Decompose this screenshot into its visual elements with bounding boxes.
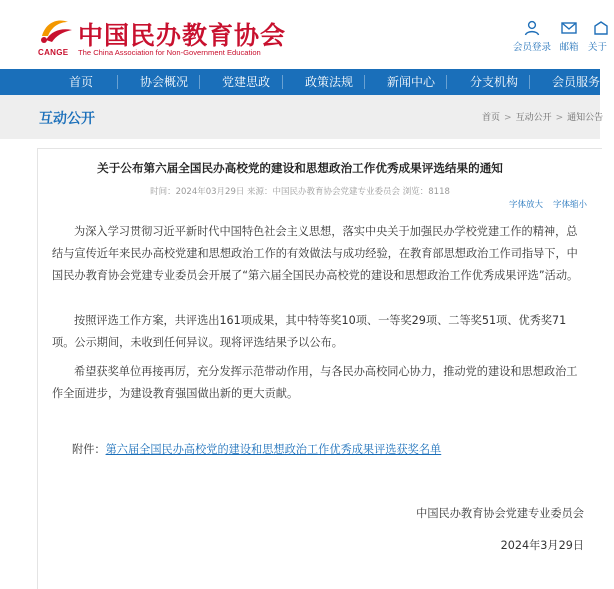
paragraph-text: 为深入学习贯彻习近平新时代中国特色社会主义思想，落实中央关于加强民办学校党建工作的精神，总结与宣传近年来民办高校党建和思想政治工作的有效做法与成功经验，在教育部思想政治工作司指导下，中国民办教育协会党建专业委员会开展了“第六届全国民办高校党的建设和思想政治工作优秀成果评选”活动。 <box>52 225 579 282</box>
logo-emblem-icon <box>38 16 74 44</box>
breadcrumb-interactive[interactable]: 互动公开 <box>515 113 552 123</box>
article-paragraph <box>52 221 587 287</box>
nav-item-news[interactable]: 新闻中心 <box>387 75 436 89</box>
user-icon <box>524 20 540 36</box>
about-icon <box>593 20 609 36</box>
mail-icon <box>561 20 577 36</box>
nav-item-home[interactable]: 首页 <box>69 75 94 89</box>
breadcrumb-notices[interactable]: 通知公告 <box>567 113 604 123</box>
font-decrease-button[interactable]: 字体缩小 <box>553 200 588 210</box>
member-login-label: 会员登录 <box>512 42 551 53</box>
article-title: 关于公布第六届全国民办高校党的建设和思想政治工作优秀成果评选结果的通知 <box>97 161 503 175</box>
nav-divider <box>364 75 365 89</box>
attachment-label: 附件： <box>72 443 106 456</box>
about-link[interactable] <box>588 20 614 53</box>
member-login-link[interactable] <box>512 20 552 53</box>
main-nav <box>0 69 600 95</box>
nav-item-branches[interactable]: 分支机构 <box>470 75 519 89</box>
site-logo[interactable] <box>38 14 287 60</box>
site-header <box>0 0 608 70</box>
section-title: 互动公开 <box>39 111 95 127</box>
breadcrumb <box>482 110 603 123</box>
breadcrumb-home[interactable]: 首页 <box>482 113 501 123</box>
article-paragraph <box>52 310 587 354</box>
breadcrumb-separator: > <box>555 113 564 123</box>
about-label: 关于 <box>588 42 608 53</box>
article-paragraph <box>52 361 587 405</box>
paragraph-text: 希望获奖单位再接再厉，充分发挥示范带动作用，与各民办高校同心协力，推动党的建设和思想政治工作全面进步，为建设教育强国做出新的更大贡献。 <box>52 365 578 400</box>
attachment-row <box>72 441 441 457</box>
nav-divider <box>282 75 283 89</box>
article-signature: 中国民办教育协会党建专业委员会 <box>416 507 584 520</box>
nav-divider <box>199 75 200 89</box>
nav-divider <box>446 75 447 89</box>
nav-item-member-services[interactable]: 会员服务 <box>552 75 601 89</box>
attachment-link[interactable]: 第六届全国民办高校党的建设和思想政治工作优秀成果评选获奖名单 <box>105 443 442 456</box>
nav-item-party-building[interactable]: 党建思政 <box>222 75 271 89</box>
article-date: 2024年3月29日 <box>500 539 584 552</box>
mailbox-label: 邮箱 <box>559 42 579 53</box>
font-increase-button[interactable]: 字体放大 <box>509 200 544 210</box>
breadcrumb-separator: > <box>504 113 512 123</box>
article-meta: 时间：2024年03月29日 来源：中国民办教育协会党建专业委员会 浏览：8118 <box>150 187 450 197</box>
logo-english-name: The China Association for Non-Government Education <box>78 48 261 57</box>
nav-item-about[interactable]: 协会概况 <box>140 75 189 89</box>
logo-chinese-name: 中国民办教育协会 <box>78 21 287 50</box>
mailbox-link[interactable] <box>556 20 582 53</box>
logo-abbreviation: CANGE <box>38 48 69 57</box>
paragraph-text: 按照评选工作方案，共评选出161项成果，其中特等奖10项、一等奖29项、二等奖51项、优秀奖71项。公示期间，未收到任何异议。现将评选结果予以公布。 <box>52 314 567 349</box>
nav-divider <box>117 75 118 89</box>
nav-divider <box>529 75 530 89</box>
nav-item-policies[interactable]: 政策法规 <box>305 75 354 89</box>
